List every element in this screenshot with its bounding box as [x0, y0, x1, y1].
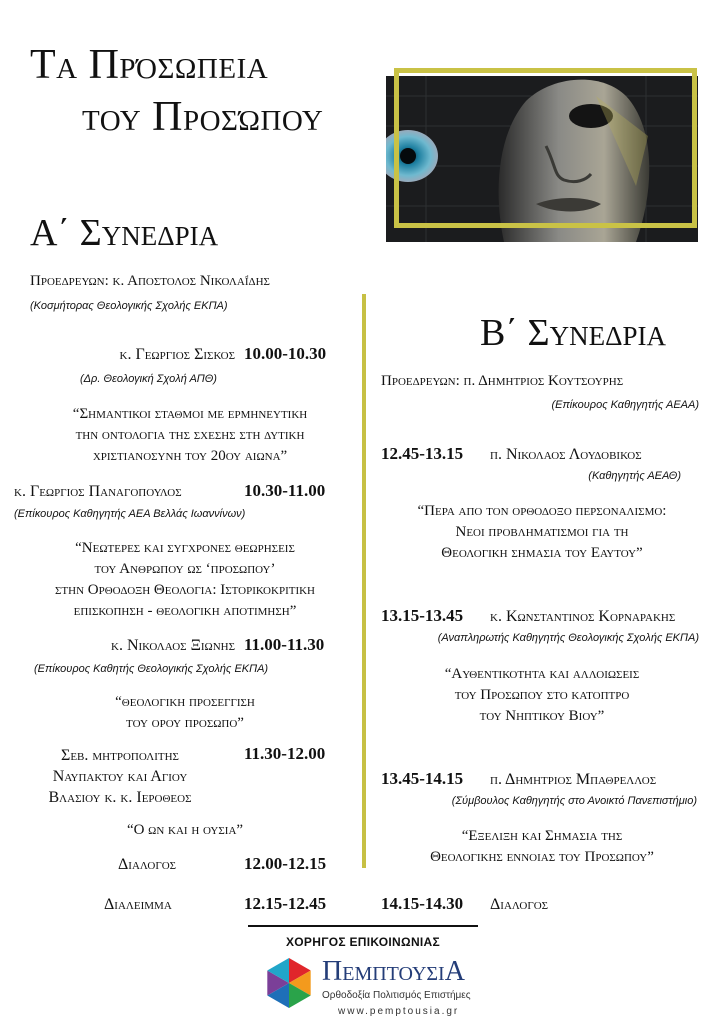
title-line2: του Προσώπου — [82, 94, 324, 140]
a-dialogue-label: Διαλογος — [118, 856, 177, 873]
a2-title: “Νεωτερες και συγχρονες θεωρησεις του Ανθρωπου ως ‘προσωπου’ στην Ορθοδοξη Θεολογια: Ιστορικοκριτικη επισκοπηση - θεολογικη αποτιμηση” — [55, 540, 315, 619]
b1-time: 12.45-13.15 — [381, 444, 464, 463]
session-b-chair: Προεδρευων: π. Δημητριος Κουτσουρης — [381, 373, 624, 389]
b1-speaker: π. Νικολαος Λουδοβικος — [490, 446, 642, 463]
b3-role: (Σύμβουλος Καθηγητής στο Ανοικτό Πανεπιστήμιο) — [451, 795, 697, 807]
logo-name: ΠεμπτουσιΑ — [322, 956, 465, 987]
a1-speaker: κ. Γεωργιος Σισκος — [119, 346, 235, 363]
divider-line — [362, 294, 366, 868]
a3-title: “θεολογικη προσεγγιση του ορου προσωπο” — [115, 694, 255, 731]
a4-title: “Ο ων και η ουσια” — [126, 822, 244, 838]
b1-title: “Περα απο τον ορθοδοξο περσοναλισμο: Νεοι προβληματισμοι για τη Θεολογικη σημασια του Εαυτου” — [417, 503, 667, 561]
b2-time: 13.15-13.45 — [381, 606, 464, 625]
a3-speaker: κ. Νικολαος Ξιωνης — [111, 637, 235, 654]
a1-role: (Δρ. Θεολογική Σχολή ΑΠΘ) — [80, 373, 217, 385]
sponsor-label: ΧΟΡΗΓΟΣ ΕΠΙΚΟΙΝΩΝΙΑΣ — [285, 935, 441, 949]
title-line1: Τα Πρόσωπεια — [30, 42, 269, 88]
b3-speaker: π. Δημητριος Μπαθρελλος — [490, 771, 657, 788]
b3-title: “Εξελιξη και Σημασια της Θεολογικης εννοιας του Προσωπου” — [430, 828, 654, 865]
session-b-chair-role: (Επίκουρος Καθηγητής ΑΕΑΑ) — [551, 399, 699, 411]
a2-role: (Επίκουρος Καθηγητής ΑΕΑ Βελλάς Ιωαννίνων) — [14, 508, 246, 520]
a2-speaker: κ. Γεωργιος Παναγοπουλος — [14, 483, 182, 500]
a3-time: 11.00-11.30 — [244, 635, 325, 654]
b-dialogue-label: Διαλογος — [490, 896, 549, 913]
b2-speaker: κ. Κωνσταντινος Κορναρακης — [490, 608, 676, 625]
logo-url: www.pemptousia.gr — [338, 1006, 460, 1017]
session-b-heading: Β΄ Συνεδρια — [480, 312, 666, 354]
a-dialogue-time: 12.00-12.15 — [244, 854, 327, 873]
break-time: 12.15-12.45 — [244, 894, 327, 913]
image-frame — [394, 68, 697, 228]
sponsor-divider — [248, 925, 478, 927]
a1-time: 10.00-10.30 — [244, 344, 327, 363]
pemptousia-logo-icon — [262, 956, 316, 1015]
session-a-chair-role: (Κοσμήτορας Θεολογικής Σχολής ΕΚΠΑ) — [30, 300, 228, 312]
logo-tagline: Ορθοδοξία Πολιτισμός Επιστήμες — [322, 990, 471, 1001]
a2-time: 10.30-11.00 — [244, 481, 326, 500]
session-a-chair: Προεδρευων: κ. Αποστολος Νικολαΐδης — [30, 273, 270, 289]
break-label: Διαλειμμα — [104, 896, 172, 913]
b2-role: (Αναπληρωτής Καθηγητής Θεολογικής Σχολής ΕΚΠΑ) — [437, 632, 699, 644]
a4-speaker: Σεβ. μητροπολιτης Ναυπακτου και Αγιου Βλασιου κ. κ. Ιεροθεος — [48, 747, 192, 806]
session-a-heading: Α΄ Συνεδρια — [30, 212, 219, 254]
b-dialogue-time: 14.15-14.30 — [381, 894, 464, 913]
b2-title: “Αυθεντικοτητα και αλλοιωσεις του Προσωπου στο κατοπτρο του Νηπτικου Βιου” — [444, 666, 640, 724]
b1-role: (Καθηγητής ΑΕΑΘ) — [588, 470, 681, 482]
b3-time: 13.45-14.15 — [381, 769, 464, 788]
a3-role: (Επίκουρος Καθητής Θεολογικής Σχολής ΕΚΠΑ) — [34, 663, 269, 675]
a4-time: 11.30-12.00 — [244, 744, 326, 763]
a1-title: “Σημαντικοι σταθμοι με ερμηνευτικη την οντολογια της σχεσης στη δυτικη χριστιανοσυνη του 20ου αιωνα” — [72, 406, 308, 464]
